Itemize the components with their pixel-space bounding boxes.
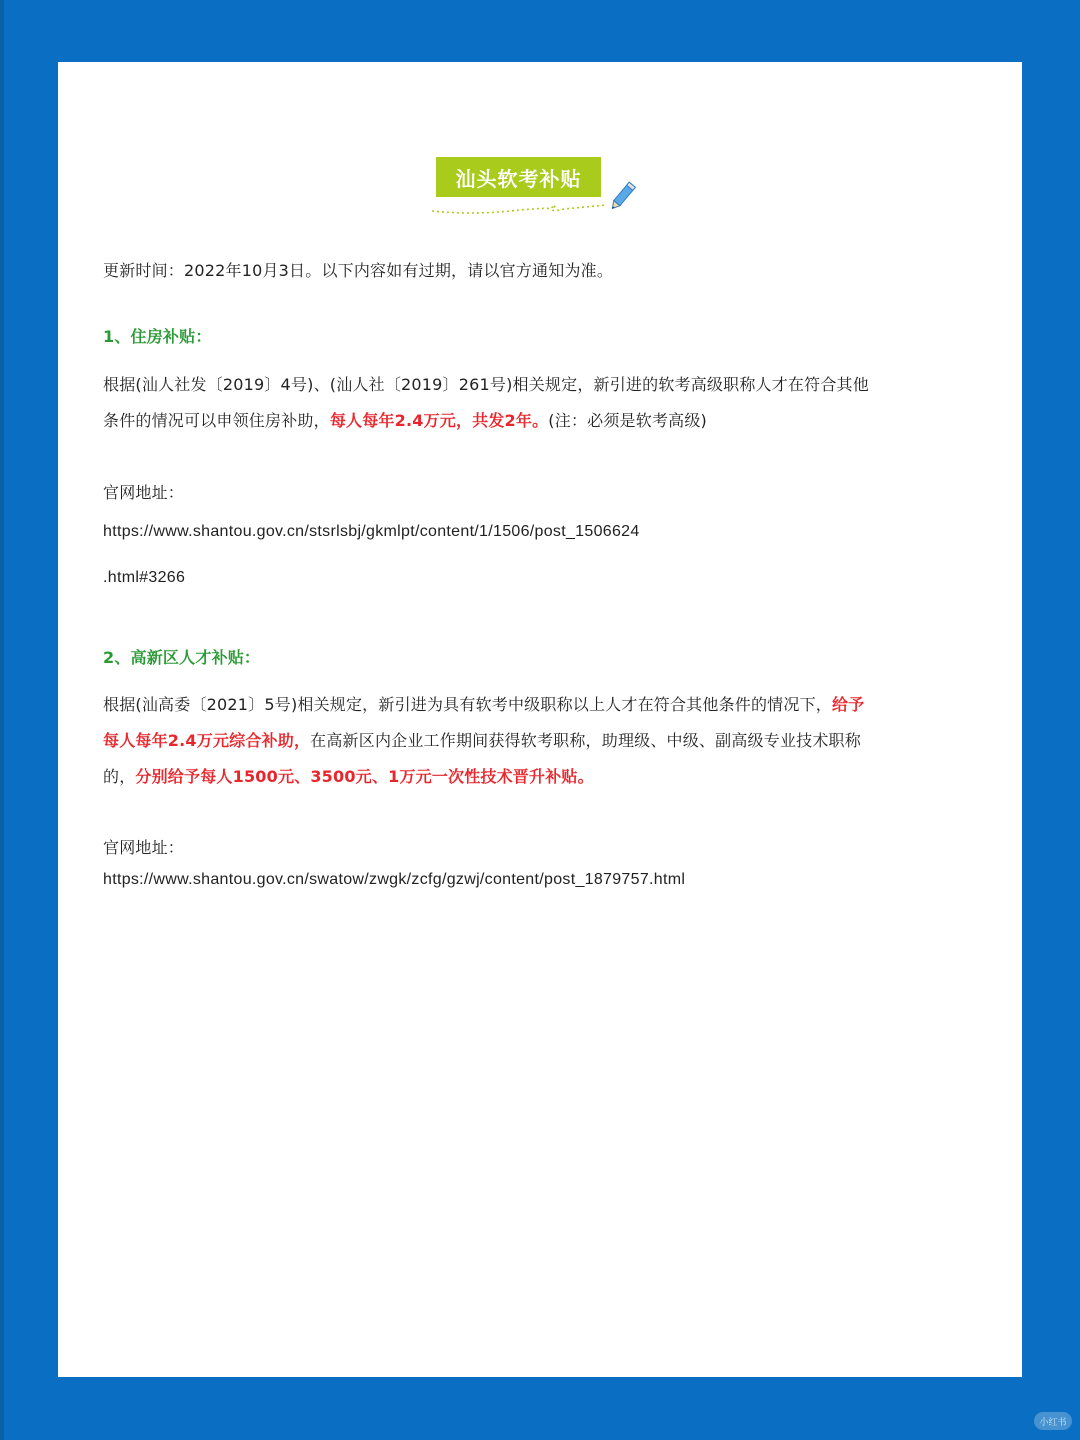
section1-text-plain: 条件的情况可以申领住房补助， xyxy=(103,411,330,430)
section2-text-line2 xyxy=(103,728,861,751)
section2-highlight-b: 每人每年2.4万元综合补助， xyxy=(103,731,311,750)
frame-edge xyxy=(0,0,4,1440)
section2-highlight-a: 给予 xyxy=(831,695,865,714)
pencil-icon xyxy=(606,179,638,215)
section2-highlight-c: 分别给予每人1500元、3500元、1万元一次性技术晋升补贴。 xyxy=(135,767,594,786)
document-card xyxy=(58,62,1022,1377)
section1-text-line1: 根据(汕人社发〔2019〕4号)、(汕人社〔2019〕261号)相关规定，新引进的软考高级职称人才在符合其他 xyxy=(103,375,869,394)
watermark-badge: 小红书 xyxy=(1034,1412,1072,1430)
section2-text-plain-3: 的， xyxy=(103,767,136,786)
section1-url-link-cont[interactable]: .html#3266 xyxy=(103,569,186,586)
page-title: 汕头软考补贴 xyxy=(436,157,601,197)
section2-text-plain: 根据(汕高委〔2021〕5号)相关规定，新引进为具有软考中级职称以上人才在符合其他条件的情况下， xyxy=(103,695,832,714)
update-notice: 更新时间：2022年10月3日。以下内容如有过期，请以官方通知为准。 xyxy=(103,261,614,280)
dotted-underline-icon xyxy=(430,197,610,217)
section2-text-plain-2: 在高新区内企业工作期间获得软考职称，助理级、中级、副高级专业技术职称 xyxy=(310,731,861,750)
section2-text-line1 xyxy=(103,692,864,715)
section2-text-line3 xyxy=(103,764,594,787)
section1-text-line2 xyxy=(103,408,707,431)
section2-url-link[interactable]: https://www.shantou.gov.cn/swatow/zwgk/zcfg/gzwj/content/post_1879757.html xyxy=(103,871,686,888)
title-banner xyxy=(436,157,646,227)
section2-site-label: 官网地址： xyxy=(103,838,185,857)
section1-highlight: 每人每年2.4万元，共发2年。 xyxy=(329,411,549,430)
section1-heading: 1、住房补贴： xyxy=(103,327,212,346)
section1-note: (注：必须是软考高级) xyxy=(548,411,707,430)
section1-url-link[interactable]: https://www.shantou.gov.cn/stsrlsbj/gkmlpt/content/1/1506/post_1506624 xyxy=(103,523,640,540)
section1-site-label: 官网地址： xyxy=(103,483,185,502)
section2-heading: 2、高新区人才补贴： xyxy=(103,648,261,667)
